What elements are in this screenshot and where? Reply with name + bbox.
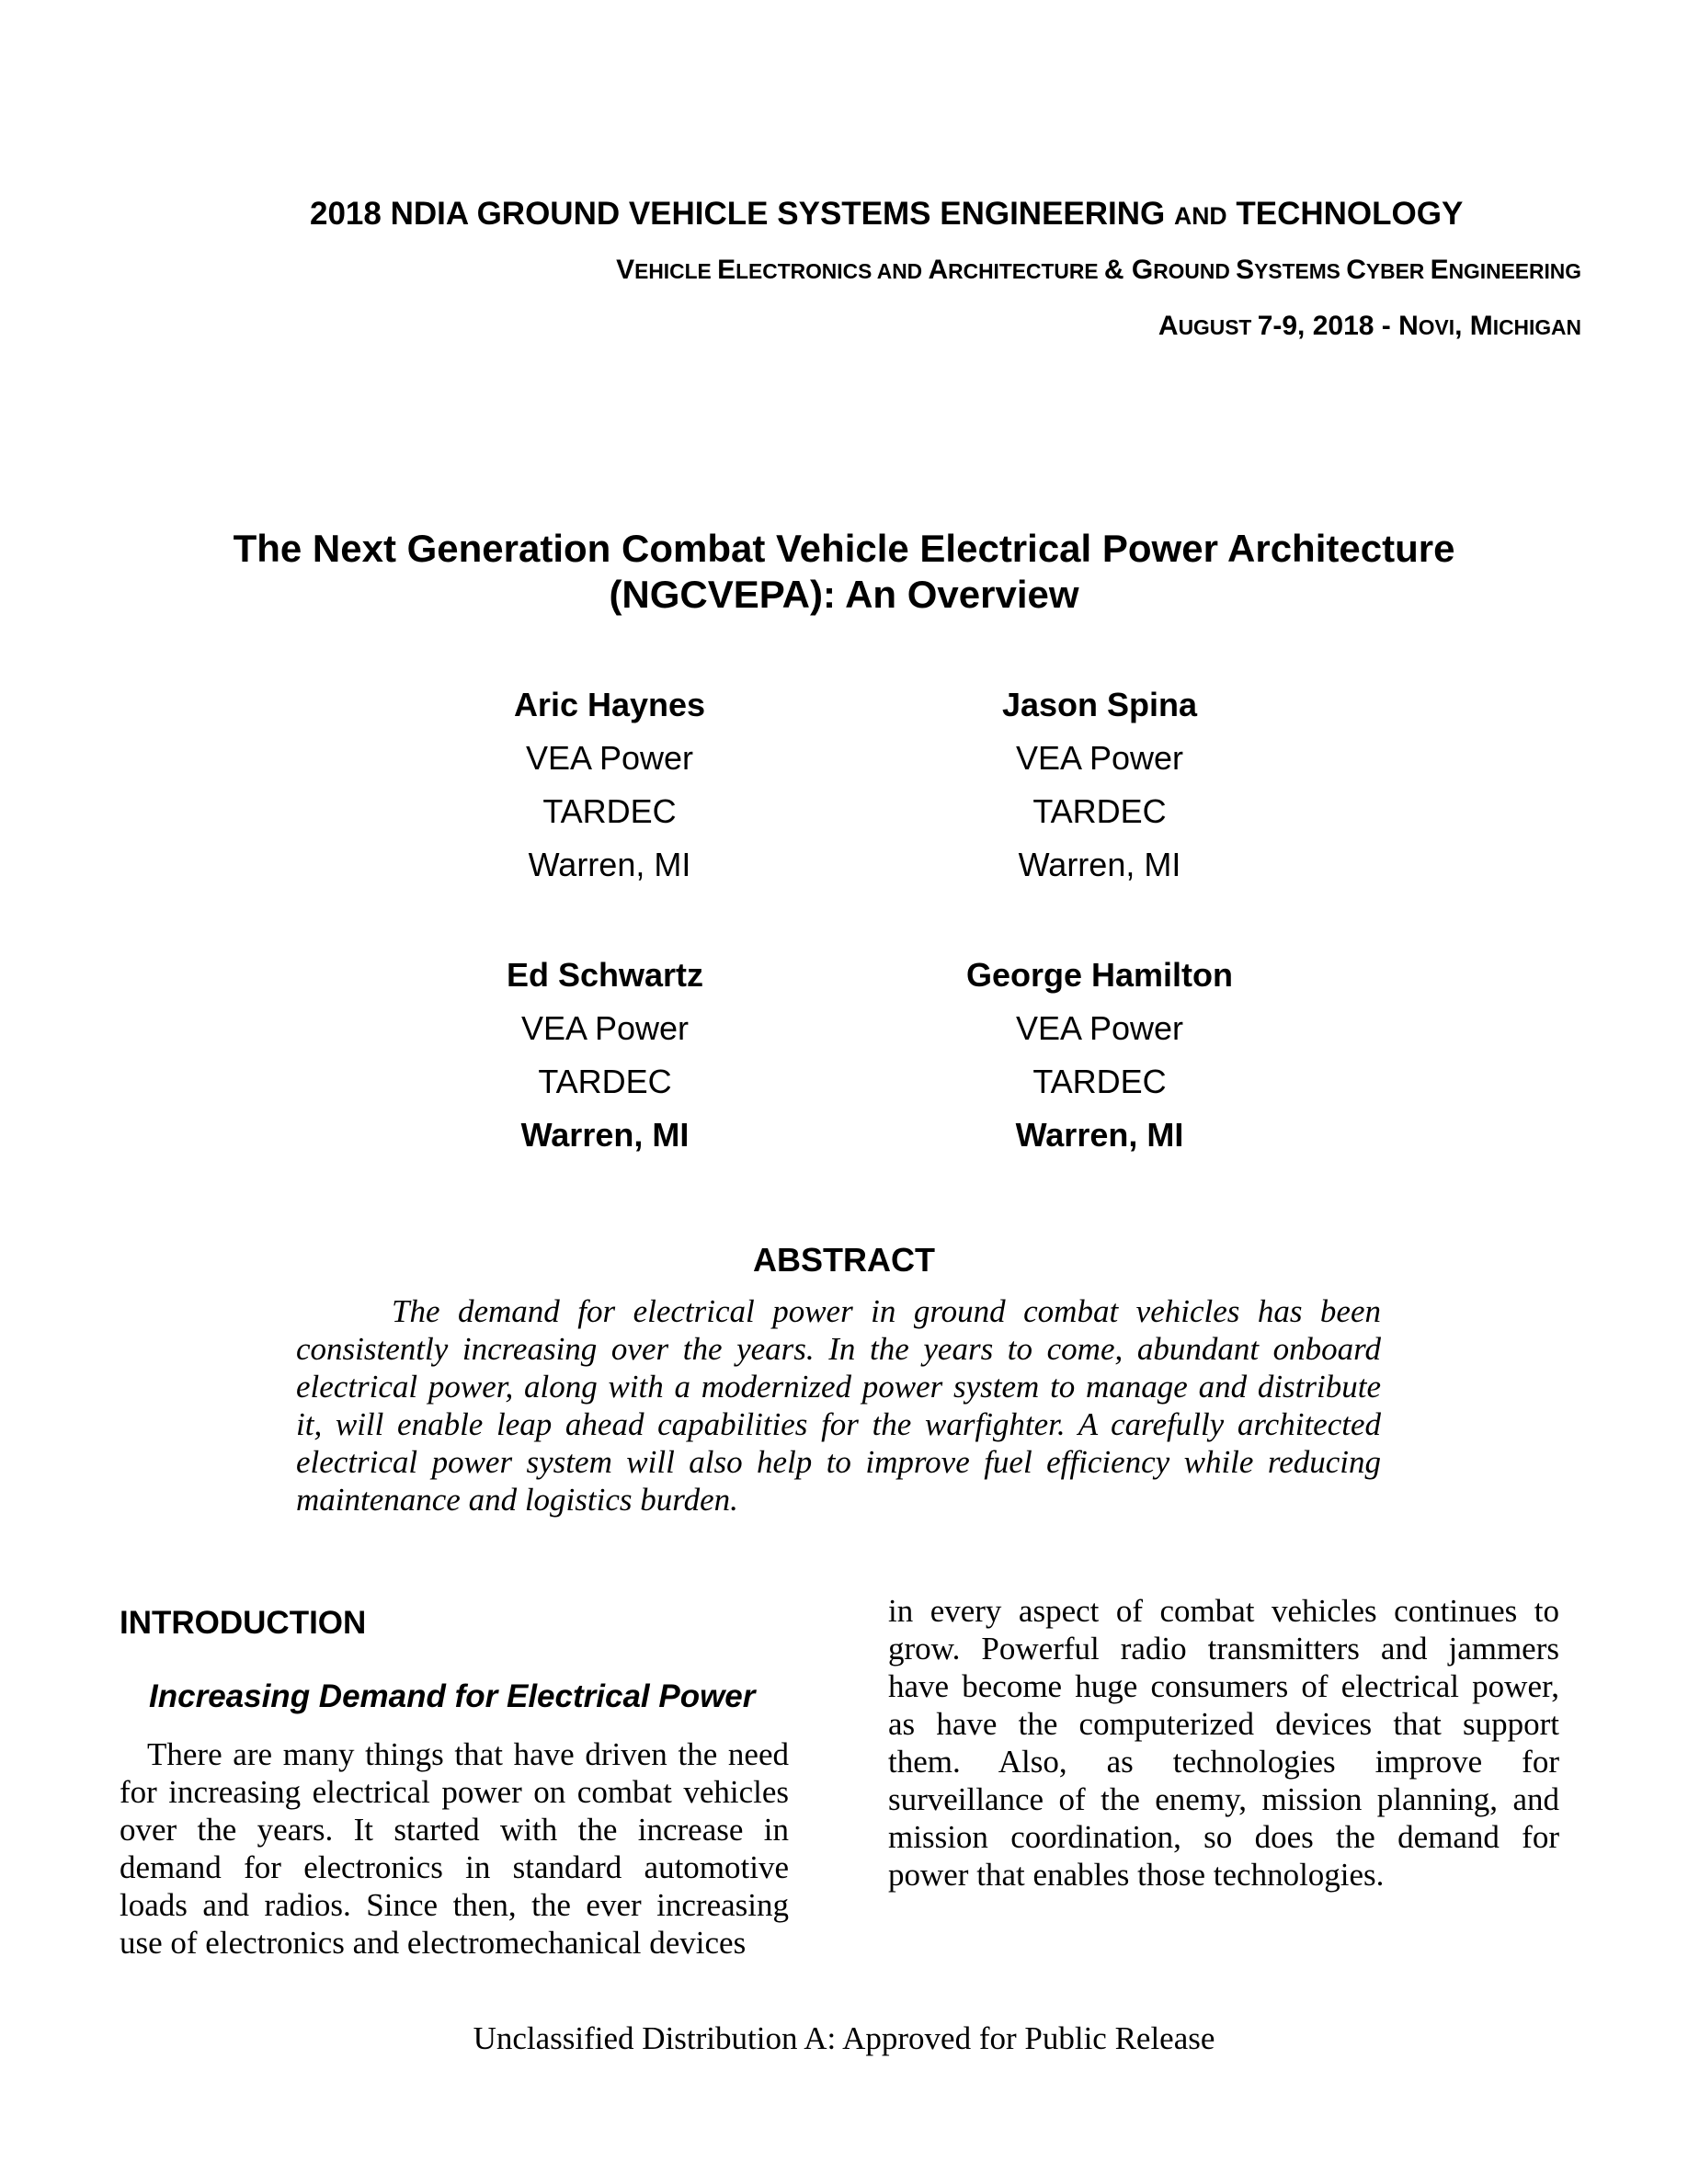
abstract-text: The demand for electrical power in ground combat vehicles has been consistently increasing over the years. In the years to come, abundant onboard electrical power, along with a modernized power system to manage and distribute it, will enable leap ahead capabilities for the warfighter. A carefully architected electrical power system will also help to improve fuel efficiency while reducing maintenance and logistics burden. <box>296 1293 1381 1518</box>
author-location: Warren, MI <box>1015 1116 1184 1154</box>
author-org: TARDEC <box>1032 1063 1167 1100</box>
author-location: Warren, MI <box>1018 846 1181 883</box>
author-dept: VEA Power <box>520 1009 690 1047</box>
abstract-heading: ABSTRACT <box>753 1241 935 1279</box>
author-name: Jason Spina <box>1001 686 1198 723</box>
page-footer: Unclassified Distribution A: Approved for Public Release <box>473 2020 1215 2056</box>
author-location: Warren, MI <box>520 1116 690 1154</box>
author-org: TARDEC <box>542 792 677 830</box>
body-column-right: in every aspect of combat vehicles continues to grow. Powerful radio transmitters and jammers have become huge consumers of electrical power, as have the computerized devices that support them. Also, as technologies improve for surveillance of the enemy, mission planning, and mission coordination, so does the demand for power that enables those technologies. <box>888 1593 1559 1893</box>
author-dept: VEA Power <box>1015 739 1184 777</box>
author-name: Ed Schwartz <box>506 956 704 994</box>
body-column-left: There are many things that have driven the need for increasing electrical power on combat vehicles over the years. It started with the increase in demand for electronics in standard automotive loads and radios. Since then, the ever increasing use of electronics and electromechanical devices <box>120 1736 789 1961</box>
author-block <box>907 949 1293 1162</box>
author-location: Warren, MI <box>528 846 691 883</box>
author-block <box>907 678 1293 892</box>
section-heading: INTRODUCTION <box>120 1605 367 1641</box>
author-org: TARDEC <box>538 1063 672 1100</box>
author-name: Aric Haynes <box>513 686 706 723</box>
author-dept: VEA Power <box>1015 1009 1184 1047</box>
author-dept: VEA Power <box>525 739 694 777</box>
author-block <box>412 949 798 1162</box>
conference-title: 2018 NDIA GROUND VEHICLE SYSTEMS ENGINEERING AND TECHNOLOGY <box>310 196 1464 232</box>
conference-track: VEHICLE ELECTRONICS AND ARCHITECTURE & GROUND SYSTEMS CYBER ENGINEERING <box>616 255 1581 285</box>
author-name: George Hamilton <box>965 956 1234 994</box>
conference-date-location: AUGUST 7-9, 2018 - NOVI, MICHIGAN <box>1158 311 1581 341</box>
subsection-heading: Increasing Demand for Electrical Power <box>149 1678 756 1714</box>
author-org: TARDEC <box>1032 792 1167 830</box>
author-block <box>416 678 803 892</box>
paper-title: The Next Generation Combat Vehicle Electrical Power Architecture (NGCVEPA): An Overview <box>233 527 1455 616</box>
